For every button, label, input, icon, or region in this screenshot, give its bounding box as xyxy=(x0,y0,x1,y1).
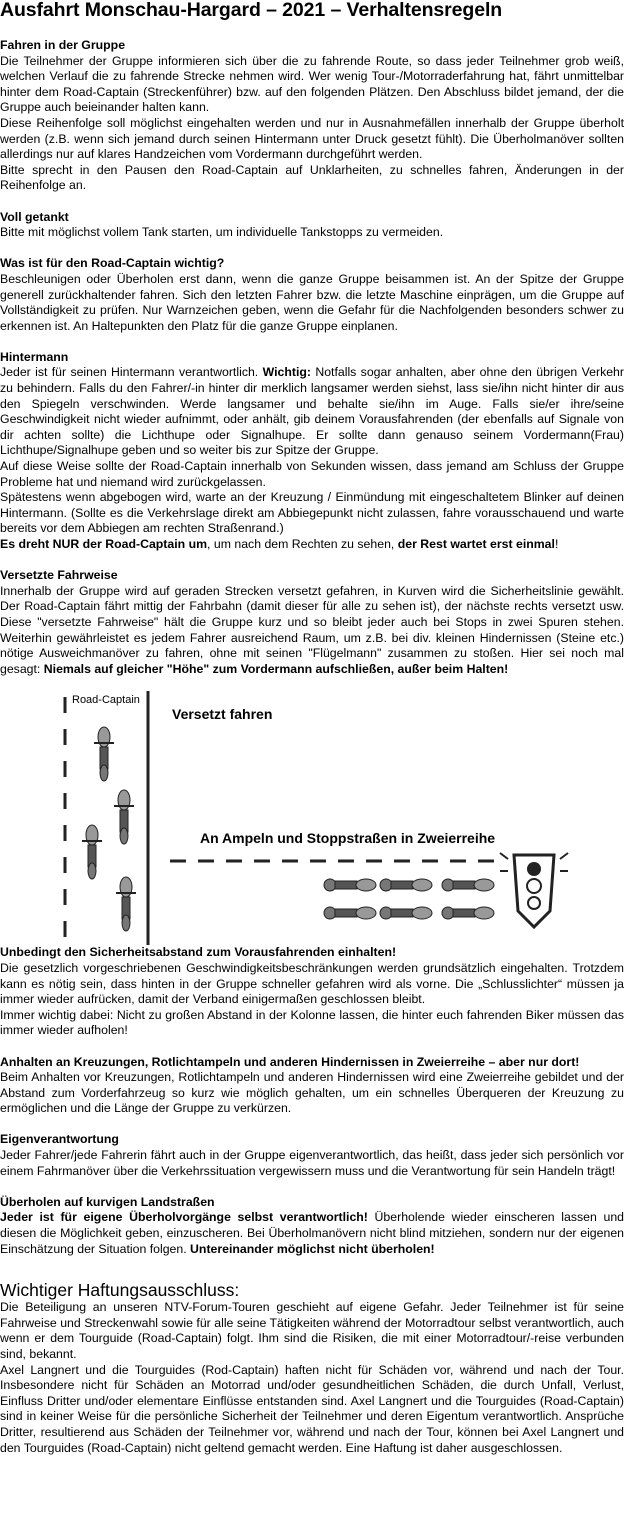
spacer xyxy=(0,553,624,569)
document-title: Ausfahrt Monschau-Hargard – 2021 – Verhaltensregeln xyxy=(0,0,503,21)
section-anhalten xyxy=(0,1055,624,1117)
motorcycle-icon xyxy=(324,879,376,891)
paragraph: Jeder Fahrer/jede Fahrerin fährt auch in der Gruppe eigenverantwortlich, das heißt, dass jeder sich persönlich vor einem Fahrmanöver über die Verkehrssituation vergewissern muss und die Verantwortung für sein Handeln trägt! xyxy=(0,1148,624,1178)
spacer xyxy=(0,1039,624,1055)
text-run-bold: Es dreht NUR der Road-Captain um xyxy=(0,537,208,551)
motorcycle-icon xyxy=(442,879,494,891)
section-heading: Überholen auf kurvigen Landstraßen xyxy=(0,1194,215,1209)
paragraph xyxy=(0,1210,624,1257)
motorcycle-icon xyxy=(116,877,136,931)
paragraph: Axel Langnert und die Tourguides (Rod-Captain) haften nicht für Schäden vor, während und nach der Tour. Insbesondere nicht für Schäden an Motorrad und/oder gesundheitlichen Schäden, die durch Unfall, Verlust, Einfluss Dritter und/oder elementare Einflüsse entstanden sind. Axel Langnert und die Tourguides (Road-Captain) sind in keiner Weise für die persönliche Sicherheit der Teilnehmer und deren Eigentum verantwortlich. Ansprüche Dritter, resultierend aus Schäden der Teilnehmer vor, während und nach der Tour, können bei Axel Langnert und den Tourguides (Road-Captain) nicht geltend gemacht werden. Eine Haftung ist daher ausgeschlossen. xyxy=(0,1362,624,1455)
paragraph: Beim Anhalten vor Kreuzungen, Rotlichtampeln und anderen Hindernissen wird eine Zweierreihe gebildet und der Abstand zum Vorderfahrzeug so kurz wie möglich gehalten, um ein schnelles Überqueren der Kreuzung zu ermöglichen und die Länge der Gruppe zu verkürzen. xyxy=(0,1070,624,1116)
section-heading: Unbedingt den Sicherheitsabstand zum Vorausfahrenden einhalten! xyxy=(0,945,397,960)
text-run: , um nach dem Rechten zu sehen, xyxy=(207,537,398,551)
section-sicherheitsabstand xyxy=(0,945,624,1039)
section-heading: Hintermann xyxy=(0,349,69,364)
motorcycle-icon xyxy=(114,790,134,844)
paragraph: Die Beteiligung an unseren NTV-Forum-Touren geschieht auf eigene Gefahr. Jeder Teilnehmer ist für seine Fahrweise und Streckenwahl sowie für alle seine Tätigkeiten während der Motorradtour selbst verantwortlich, auch wenn er dem Tourguide (Road-Captain) folgt. Ihm sind die Risiken, die mit einer Motorradtour/-reise verbunden sind, bekannt. xyxy=(0,1300,624,1361)
paragraph xyxy=(0,537,624,553)
motorcycle-icon xyxy=(380,879,432,891)
section-haftung xyxy=(0,1281,624,1456)
section-versetzt xyxy=(0,568,624,677)
section-heading: Versetzte Fahrweise xyxy=(0,568,118,583)
text-run: Innerhalb der Gruppe wird auf geraden Strecken versetzt gefahren, in Kurven wird die Sicherheitslinie gewählt. Der Road-Captain fährt mittig der Fahrbahn (damit dieser für alle zu sehen ist), der nächste rechts versetzt usw. Diese "versetzte Fahrweise" hält die Gruppe kurz und so bleibt jeder auch bei Stops in zwei Spuren stehen. Weiterhin gewährleistet es jedem Fahrer ausreichend Raum, um z.B. bei div. kleinen Hindernissen (Steine etc.) nötige Ausweichmanöver zu fahren, ohne mit seinen "Flügelmann" zusammen zu stoßen. Hier sei noch mal gesagt: xyxy=(0,583,624,676)
spacer xyxy=(0,1179,624,1195)
spacer xyxy=(0,20,624,38)
motorcycle-icon xyxy=(324,907,376,919)
text-run-bold: Untereinander möglichst nicht überholen! xyxy=(190,1241,435,1256)
section-getankt xyxy=(0,210,624,241)
motorcycle-icon xyxy=(94,727,114,781)
road-captain-label: Road-Captain xyxy=(72,694,140,707)
text-run: Notfalls sogar anhalten, aber ohne den übrigen Verkehr zu behindern. Falls du den Fahrer/-in hinter dir merklich langsamer werden siehst, lass sie/ihn nicht hinter dir aus den Spiegeln verschwinden. Werde langsamer und behalte sie/ihn im Auge. Falls sie/er ihre/seine Geschwindigkeit nicht wieder aufnimmt, oder anhält, gib deinem Vorausfahrenden (der ebenfalls auf Signale von dir achten sollte) die Lichthupe oder Signalhupe. Er sollte dann genauso seinem Vordermann(Frau) Lichthupe/Signalhupe geben und so weiter bis zur Spitze der Gruppe. xyxy=(0,365,624,458)
section-ueberholen xyxy=(0,1195,624,1257)
formation-illustration xyxy=(0,677,624,945)
text-run: ! xyxy=(554,537,559,551)
section-heading: Fahren in der Gruppe xyxy=(0,38,126,52)
paragraph: Die gesetzlich vorgeschriebenen Geschwindigkeitsbeschränkungen werden grundsätzlich eingehalten. Trotzdem kann es nötig sein, dass hinten in der Gruppe schneller gefahren wird als vorne. Die „Schlusslichter“ müssen ja immer wieder aufrücken, damit der Verband einigermaßen geschlossen bleibt. xyxy=(0,960,624,1007)
spacer xyxy=(0,334,624,350)
paragraph: Immer wichtig dabei: Nicht zu großen Abstand in der Kolonne lassen, die hinter euch fahrenden Biker müssen das immer wieder aufholen! xyxy=(0,1007,624,1038)
section-hintermann xyxy=(0,350,624,553)
motorcycle-icon xyxy=(442,907,494,919)
section-eigenverantwortung xyxy=(0,1132,624,1179)
paragraph: Die Teilnehmer der Gruppe informieren sich über die zu fahrende Route, so dass jeder Teilnehmer grob weiß, welchen Verlauf die zu fahrende Strecke nehmen wird. Wer wenig Tour-/Motorraderfahrung hat, fährt unmittelbar hinter dem Road-Captain (Streckenführer) bzw. auf den folgenden Plätzen. Den Abschluss bildet jemand, der die Gruppe auch beieinander halten kann. xyxy=(0,53,624,115)
text-run-bold: Jeder ist für eigene Überholvorgänge selbst verantwortlich! xyxy=(0,1210,368,1225)
spacer xyxy=(0,241,624,257)
paragraph: Bitte mit möglichst vollem Tank starten, um individuelle Tankstopps zu vermeiden. xyxy=(0,225,444,240)
spacer xyxy=(0,194,624,210)
spacer xyxy=(0,1257,624,1281)
section-heading: Anhalten an Kreuzungen, Rotlichtampeln und anderen Hindernissen in Zweierreihe – aber nur dort! xyxy=(0,1054,580,1069)
paragraph: Diese Reihenfolge soll möglichst eingehalten werden und nur in Ausnahmefällen innerhalb der Gruppe überholt werden (z.B. wenn sich jemand durch seinen Hintermann unter Druck gesetzt fühlt). Die Überholmanöver sollten allerdings nur auf klares Handzeichen vom Vordermann durchgeführt werden. xyxy=(0,115,624,162)
motorcycle-icon xyxy=(380,907,432,919)
paragraph: Spätestens wenn abgebogen wird, warte an der Kreuzung / Einmündung mit eingeschaltetem Blinker auf deinen Hintermann. (Sollte es die Verkehrslage direkt am Abbiegepunkt nicht zulassen, fahre vorausschauend und warte bereits vor dem Abbiegen am rechten Straßenrand.) xyxy=(0,490,624,536)
text-run: Jeder ist für seinen Hintermann verantwortlich. xyxy=(0,365,263,380)
section-heading: Eigenverantwortung xyxy=(0,1132,119,1147)
spacer xyxy=(0,1117,624,1133)
paragraph xyxy=(0,584,624,678)
section-heading: Was ist für den Road-Captain wichtig? xyxy=(0,256,225,271)
paragraph: Beschleunigen oder Überholen erst dann, wenn die ganze Gruppe beisammen ist. An der Spitze der Gruppe generell zurückhaltender fahren. Sich den letzten Fahrer bzw. die letzte Maschine einprägen, um die Gruppe auf Vollständigkeit zu prüfen. Nur Warnzeichen geben, wenn die Gefahr für die Nachfolgenden besonders schwer zu erkennen ist. An Haltepunkten den Platz für die ganze Gruppe einplanen. xyxy=(0,271,624,333)
section-gruppe xyxy=(0,38,624,194)
paragraph: Bitte sprecht in den Pausen den Road-Captain auf Unklarheiten, zu schnelles fahren, Änderungen in der Reihenfolge an. xyxy=(0,162,624,193)
traffic-light-icon xyxy=(500,853,568,927)
paragraph xyxy=(0,365,624,459)
versetzt-label: Versetzt fahren xyxy=(172,706,273,723)
riding-formation-figure xyxy=(0,677,624,945)
text-run-bold: Wichtig: xyxy=(262,365,311,380)
section-road-captain xyxy=(0,256,624,334)
motorcycle-pair-row xyxy=(324,879,494,919)
text-run-bold: Niemals auf gleicher "Höhe" zum Vordermann aufschließen, außer beim Halten! xyxy=(43,661,509,676)
ampel-label: An Ampeln und Stoppstraßen in Zweierreihe xyxy=(200,830,496,847)
text-run-bold: der Rest wartet erst einmal xyxy=(397,537,555,551)
text-run: Überholende wieder einscheren lassen und diesen die Möglichkeit geben, einzuscheren. Bei Überholmanövern nicht blind mitziehen, sondern nur der eigenen Einschätzung der Situation folgen. xyxy=(0,1210,624,1256)
motorcycle-icon xyxy=(82,825,102,879)
section-heading: Voll getankt xyxy=(0,209,69,224)
paragraph: Auf diese Weise sollte der Road-Captain innerhalb von Sekunden wissen, dass jemand am Schluss der Gruppe Probleme hat und niemand wird zurückgelassen. xyxy=(0,459,624,489)
section-heading-large: Wichtiger Haftungsausschluss: xyxy=(0,1280,240,1301)
